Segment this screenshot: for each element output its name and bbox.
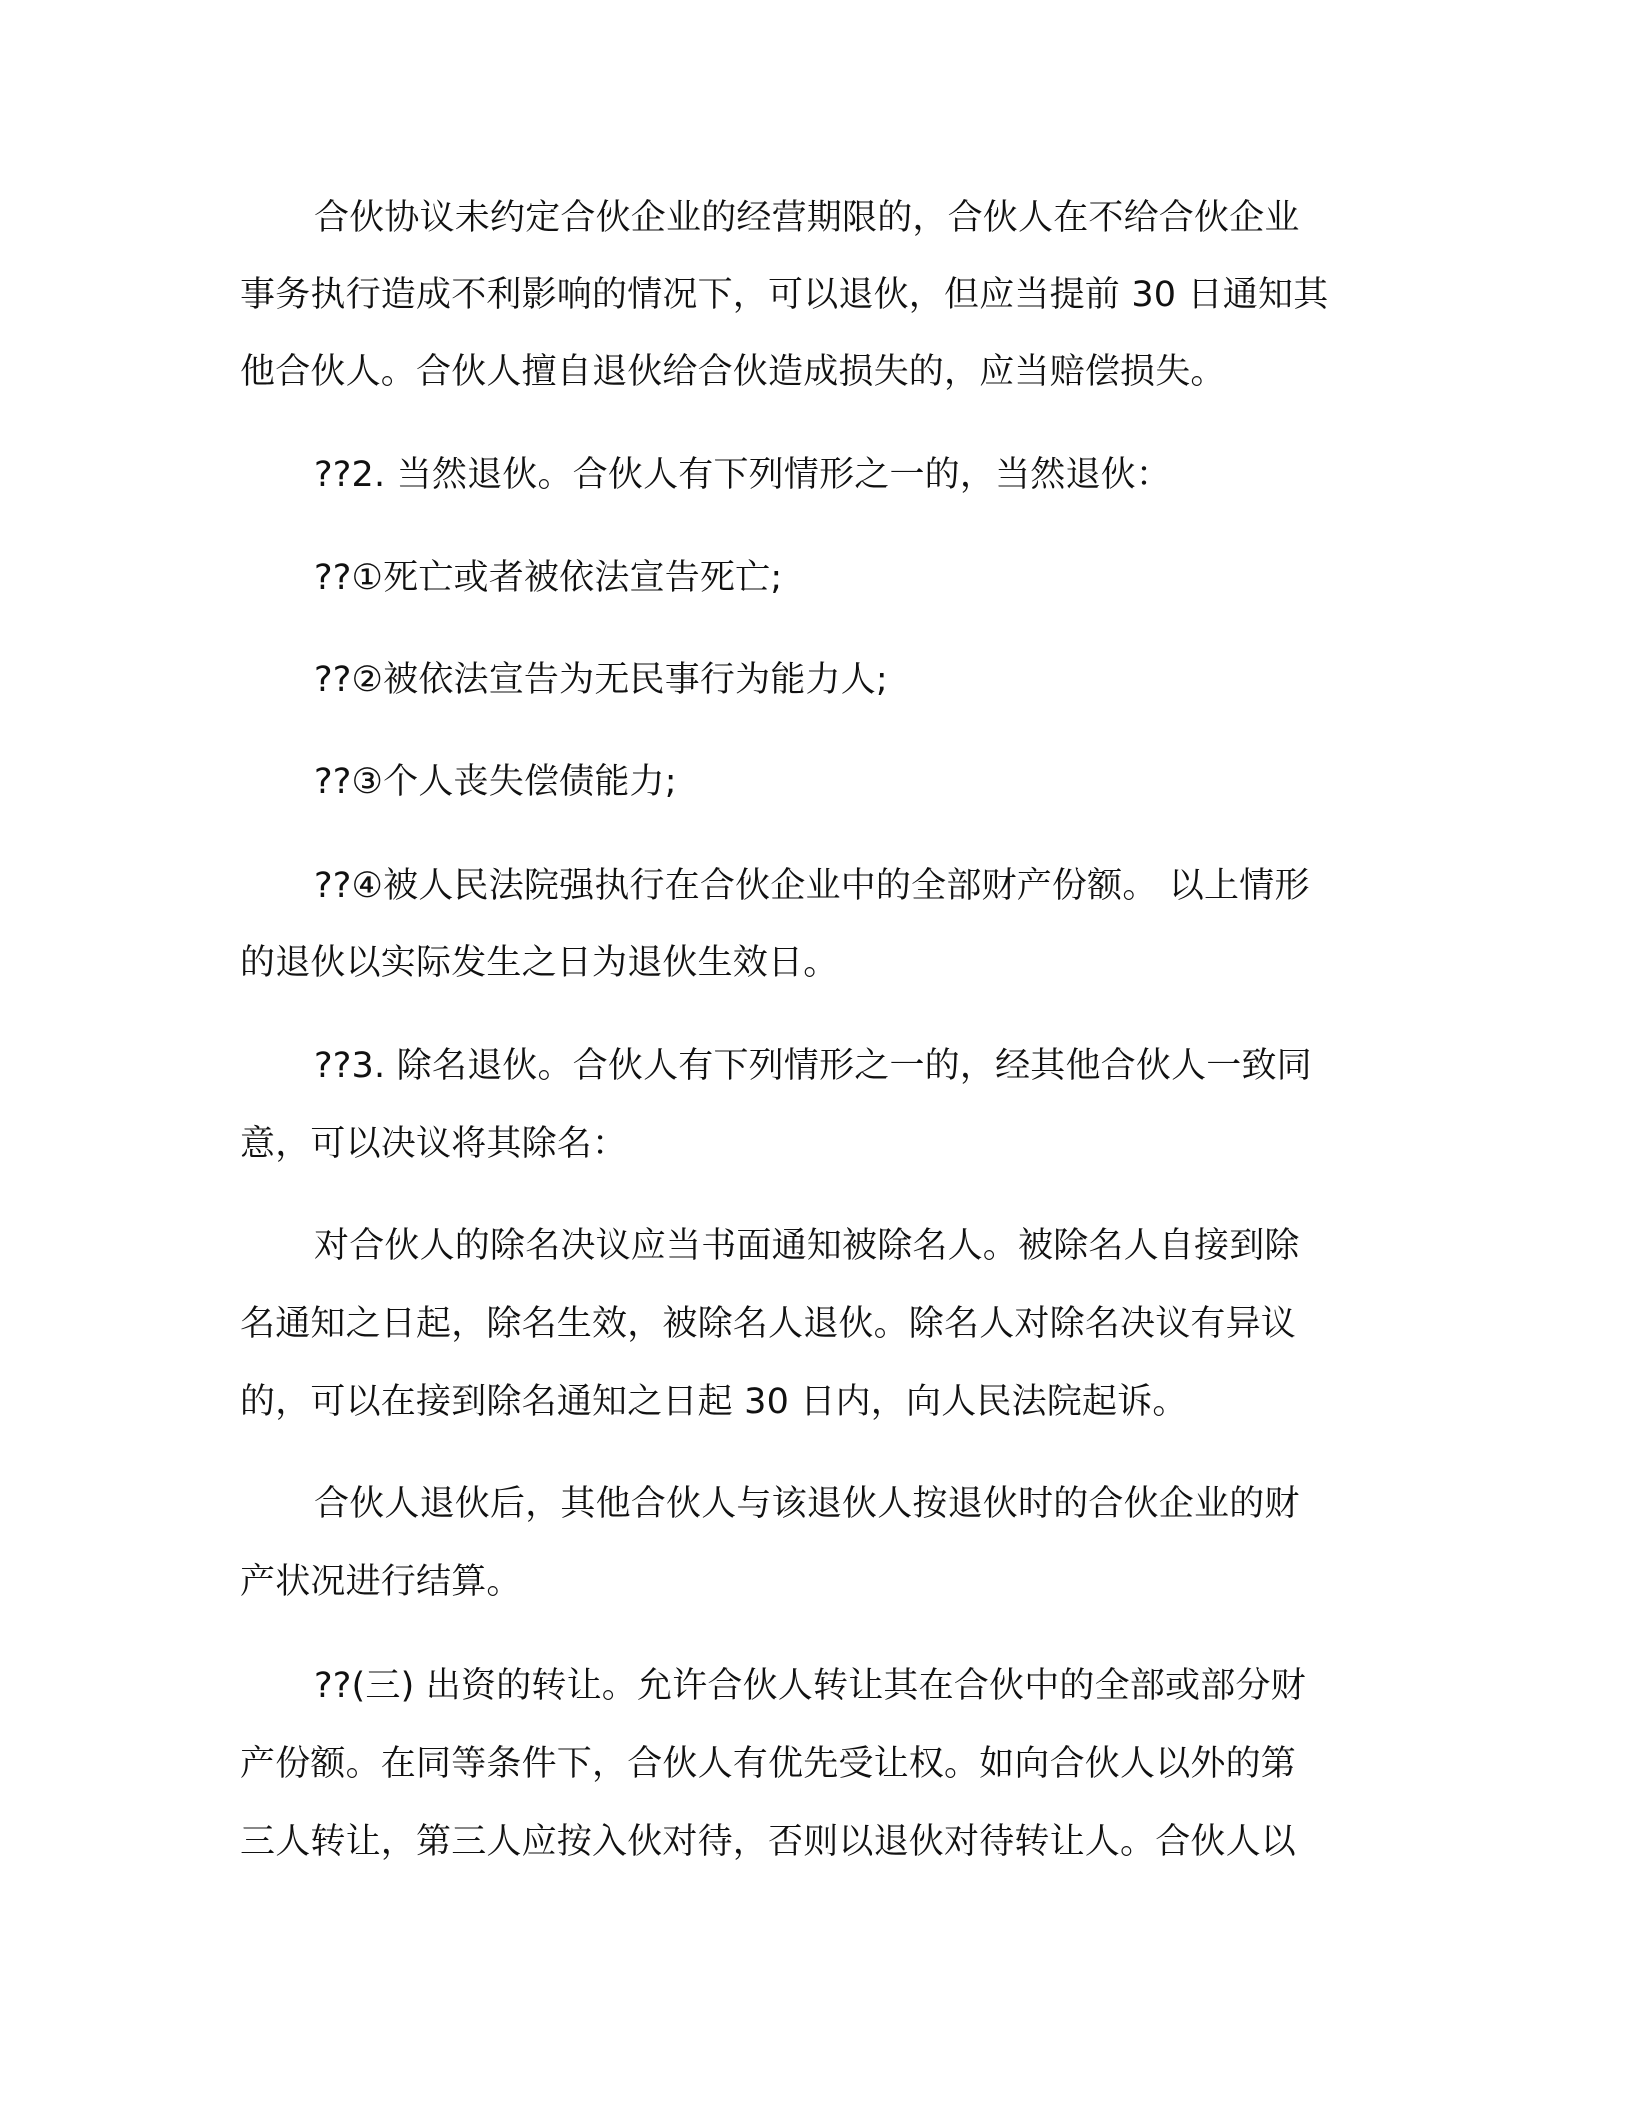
paragraph-7-line-1: ??3. 除名退伙。合伙人有下列情形之一的，经其他合伙人一致同 xyxy=(314,1046,1312,1086)
paragraph-4-line-1: ??②被依法宣告为无民事行为能力人; xyxy=(314,660,888,700)
paragraph-6-line-1: ??④被人民法院强执行在合伙企业中的全部财产份额。 以上情形 xyxy=(314,866,1310,906)
paragraph-7-line-2: 意，可以决议将其除名： xyxy=(240,1124,628,1164)
paragraph-10-line-3: 三人转让，第三人应按入伙对待，否则以退伙对待转让人。合伙人以 xyxy=(240,1822,1297,1862)
paragraph-5-line-1: ??③个人丧失偿债能力; xyxy=(314,762,677,802)
paragraph-9-line-2: 产状况进行结算。 xyxy=(240,1562,522,1602)
paragraph-9-line-1: 合伙人退伙后，其他合伙人与该退伙人按退伙时的合伙企业的财 xyxy=(314,1484,1300,1524)
paragraph-3-line-1: ??①死亡或者被依法宣告死亡; xyxy=(314,558,783,598)
paragraph-1-line-3: 他合伙人。合伙人擅自退伙给合伙造成损失的，应当赔偿损失。 xyxy=(240,352,1226,392)
paragraph-10-line-1: ??(三) 出资的转让。允许合伙人转让其在合伙中的全部或部分财 xyxy=(314,1666,1306,1706)
paragraph-10-line-2: 产份额。在同等条件下，合伙人有优先受让权。如向合伙人以外的第 xyxy=(240,1744,1297,1784)
paragraph-1-line-1: 合伙协议未约定合伙企业的经营期限的，合伙人在不给合伙企业 xyxy=(314,198,1300,238)
paragraph-8-line-1: 对合伙人的除名决议应当书面通知被除名人。被除名人自接到除 xyxy=(314,1226,1300,1266)
paragraph-8-line-3: 的，可以在接到除名通知之日起 30 日内，向人民法院起诉。 xyxy=(240,1382,1188,1422)
paragraph-1-line-2: 事务执行造成不利影响的情况下，可以退伙，但应当提前 30 日通知其 xyxy=(240,275,1329,315)
paragraph-2-line-1: ??2. 当然退伙。合伙人有下列情形之一的，当然退伙： xyxy=(314,455,1172,495)
paragraph-6-line-2: 的退伙以实际发生之日为退伙生效日。 xyxy=(240,943,839,983)
paragraph-8-line-2: 名通知之日起，除名生效，被除名人退伙。除名人对除名决议有异议 xyxy=(240,1304,1297,1344)
